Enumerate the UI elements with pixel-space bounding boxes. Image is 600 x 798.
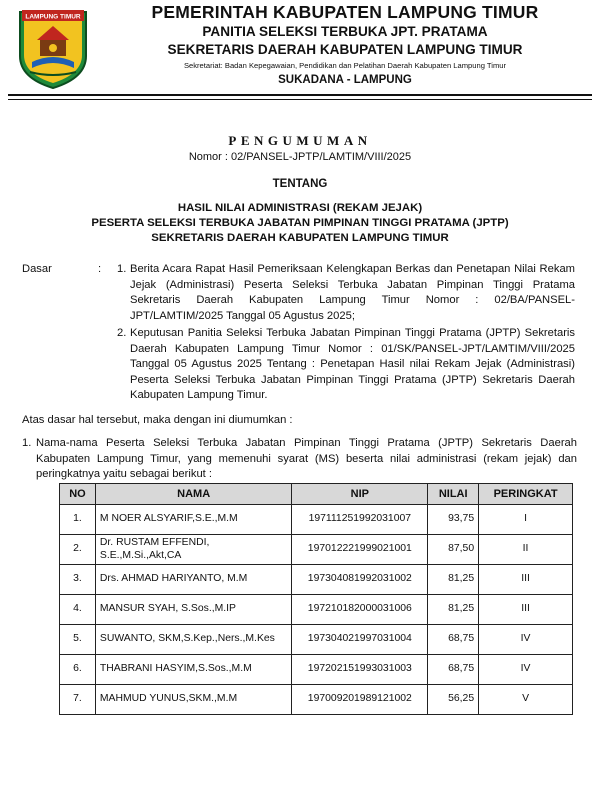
table-row	[60, 535, 573, 565]
table-row	[60, 625, 573, 655]
cell-name: SUWANTO, SKM,S.Kep.,Ners.,M.Kes	[95, 625, 292, 655]
basis-item-number: 1.	[117, 263, 127, 275]
cell-rank: V	[479, 685, 573, 715]
col-header-score: NILAI	[428, 484, 479, 505]
cell-rank: III	[479, 595, 573, 625]
cell-no: 5.	[60, 625, 96, 655]
basis-item	[117, 326, 575, 404]
letterhead-rule-thick	[8, 94, 592, 96]
basis-item	[117, 262, 575, 324]
announcement-number: Nomor : 02/PANSEL-JPTP/LAMTIM/VIII/2025	[188, 151, 412, 163]
about-label: TENTANG	[272, 178, 328, 190]
col-header-no: NO	[60, 484, 96, 505]
cell-rank: IV	[479, 625, 573, 655]
cell-rank: I	[479, 505, 573, 535]
table-row	[60, 565, 573, 595]
cell-score: 81,25	[428, 595, 479, 625]
cell-no: 2.	[60, 535, 96, 565]
cell-name: M NOER ALSYARIF,S.E.,M.M	[95, 505, 292, 535]
cell-rank: III	[479, 565, 573, 595]
header-position: SEKRETARIS DAERAH KABUPATEN LAMPUNG TIMUR	[167, 42, 523, 57]
header-location: SUKADANA - LAMPUNG	[278, 74, 412, 86]
basis-colon: :	[98, 263, 102, 275]
cell-no: 4.	[60, 595, 96, 625]
announcement-point	[22, 436, 577, 483]
table-header-row	[60, 484, 573, 505]
results-table	[59, 483, 573, 715]
header-government: PEMERINTAH KABUPATEN LAMPUNG TIMUR	[151, 2, 539, 22]
cell-nip: 197012221999021001	[292, 535, 428, 565]
cell-no: 1.	[60, 505, 96, 535]
cell-no: 7.	[60, 685, 96, 715]
cell-name: Drs. AHMAD HARIYANTO, M.M	[95, 565, 292, 595]
cell-name: Dr. RUSTAM EFFENDI, S.E.,M.Si.,Akt,CA	[95, 535, 292, 565]
cell-no: 3.	[60, 565, 96, 595]
table-row	[60, 595, 573, 625]
table-row	[60, 655, 573, 685]
cell-name: MAHMUD YUNUS,SKM.,M.M	[95, 685, 292, 715]
cell-rank: IV	[479, 655, 573, 685]
cell-score: 93,75	[428, 505, 479, 535]
table-row	[60, 505, 573, 535]
col-header-rank: PERINGKAT	[479, 484, 573, 505]
announcement-title: PENGUMUMAN	[228, 133, 372, 148]
point-number: 1.	[22, 437, 32, 449]
subject-line-2: PESERTA SELEKSI TERBUKA JABATAN PIMPINAN TINGGI PRATAMA (JPTP)	[91, 217, 509, 229]
subject-line-3: SEKRETARIS DAERAH KABUPATEN LAMPUNG TIMUR	[151, 232, 449, 244]
col-header-name: NAMA	[95, 484, 292, 505]
cell-score: 81,25	[428, 565, 479, 595]
cell-nip: 197009201989121002	[292, 685, 428, 715]
point-text: Nama-nama Peserta Seleksi Terbuka Jabatan Pimpinan Tinggi Pratama (JPTP) Sekretaris Daerah Kabupaten Lampung Timur, yang memenuhi syarat (MS) beserta nilai administrasi (rekam jejak) dan peringkatnya yaitu sebagai berikut :	[36, 437, 577, 481]
cell-score: 68,75	[428, 625, 479, 655]
cell-score: 87,50	[428, 535, 479, 565]
basis-item-text: Keputusan Panitia Seleksi Terbuka Jabatan Pimpinan Tinggi Pratama (JPTP) Sekretaris Daerah Kabupaten Lampung Timur Nomor : 01/SK/PANSEL-JPT/LAMTIM/VIII/2025 Tanggal 05 Agustus 2025 Tentang : Penetapan Hasil nilai Rekam Jejak (Administrasi) Peserta Seleksi Terbuka Jabatan Pimpinan Tinggi Pratama (JPTP) Sekretaris Daerah Kabupaten Lampung Timur.	[130, 327, 575, 402]
cell-score: 56,25	[428, 685, 479, 715]
cell-name: MANSUR SYAH, S.Sos.,M.IP	[95, 595, 292, 625]
cell-score: 68,75	[428, 655, 479, 685]
header-secretariat: Sekretariat: Badan Kepegawaian, Pendidikan dan Pelatihan Daerah Kabupaten Lampung Timur	[183, 61, 507, 70]
letterhead	[100, 2, 590, 88]
cell-nip: 197304081992031002	[292, 565, 428, 595]
header-committee: PANITIA SELEKSI TERBUKA JPT. PRATAMA	[202, 24, 488, 39]
cell-name: THABRANI HASYIM,S.Sos.,M.M	[95, 655, 292, 685]
cell-no: 6.	[60, 655, 96, 685]
announcement-intro: Atas dasar hal tersebut, maka dengan ini diumumkan :	[22, 414, 293, 426]
emblem-banner-text: LAMPUNG TIMUR	[25, 13, 81, 21]
col-header-nip: NIP	[292, 484, 428, 505]
lampung-timur-emblem-icon	[14, 6, 92, 90]
basis-item-text: Berita Acara Rapat Hasil Pemeriksaan Kelengkapan Berkas dan Penetapan Nilai Rekam Jejak (Administrasi) Peserta Seleksi Terbuka Jabatan Pimpinan Tinggi Pratama Sekretaris Daerah Kabupaten Lampung Timur Nomor : 02/BA/PANSEL-JPT/LAMTIM/2025 Tanggal 05 Agustus 2025;	[130, 263, 575, 322]
subject-line-1: HASIL NILAI ADMINISTRASI (REKAM JEJAK)	[177, 202, 423, 214]
cell-rank: II	[479, 535, 573, 565]
cell-nip: 197210182000031006	[292, 595, 428, 625]
cell-nip: 197111251992031007	[292, 505, 428, 535]
cell-nip: 197202151993031003	[292, 655, 428, 685]
basis-item-number: 2.	[117, 327, 127, 339]
basis-label: Dasar	[22, 263, 52, 275]
letterhead-rule-thin	[8, 99, 592, 100]
cell-nip: 197304021997031004	[292, 625, 428, 655]
table-row	[60, 685, 573, 715]
